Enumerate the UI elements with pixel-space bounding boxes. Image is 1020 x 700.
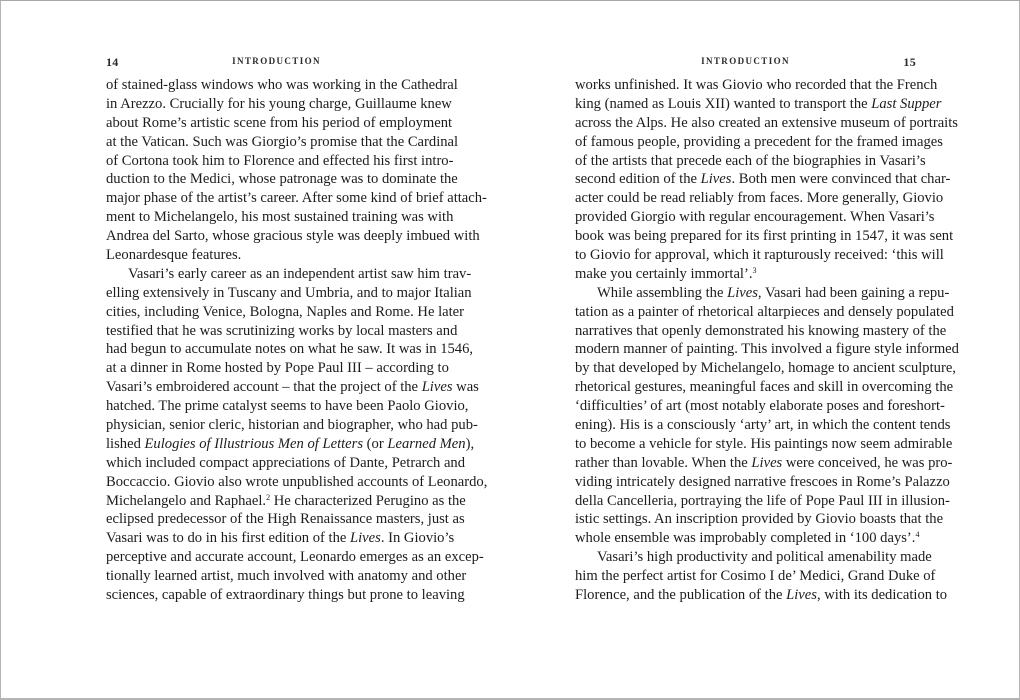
text-segment: Michelangelo and Raphael. [106,492,267,509]
footnote-ref: 2 [266,492,271,502]
text-line [575,416,951,435]
text-line [106,435,475,454]
text-line [575,95,942,114]
text-line [575,303,954,322]
footnote-ref: 3 [752,265,757,275]
text-segment: elling extensively in Tuscany and Umbria, and to major Italian [106,284,472,301]
text-segment: in Arezzo. Crucially for his young charge, Guillaume knew [106,95,452,112]
text-line [106,322,458,341]
body-text [106,76,488,605]
text-line [106,246,447,265]
text-line [106,340,474,359]
text-segment: physician, senior cleric, historian and biographer, who had pub- [106,417,478,434]
text-line [106,416,478,435]
text-line [575,435,953,454]
text-segment: by that developed by Michelangelo, homage to ancient sculpture, [575,360,956,377]
text-line [106,492,466,511]
text-line [106,227,480,246]
text-line [106,152,454,171]
text-line [106,359,447,378]
text-line [575,152,926,171]
text-line [575,473,950,492]
text-segment: across the Alps. He also created an extensive museum of portraits [575,114,958,131]
text-segment: perceptive and accurate account, Leonardo emerges as an excep- [106,549,484,566]
right-page [510,0,1020,699]
italic-title: Learned Men [387,435,466,452]
text-segment: of stained-glass windows who was working in the Cathedral [106,77,458,93]
text-line [106,76,458,95]
italic-title: Lives [786,587,817,604]
text-segment: book was being prepared for its first printing in 1547, it was sent [575,228,954,245]
italic-title: Lives [421,379,453,396]
text-segment: ening). His is a consciously ‘arty’ art, in which the content tends [575,417,951,434]
text-segment: about Rome’s artistic scene from his period of employment [106,114,453,131]
text-segment: (or [363,435,388,452]
text-line [106,454,466,473]
text-line [106,133,459,152]
italic-title: Last Supper [871,95,942,112]
text-segment: tionally learned artist, much involved with anatomy and other [106,568,467,585]
text-segment: works unfinished. It was Giovio who recorded that the French [575,77,938,93]
text-segment: to Giovio for approval, which it rapturously received: ‘this will [575,247,944,264]
text-segment: Andrea del Sarto, whose gracious style was deeply imbued with [106,228,480,245]
text-segment: sciences, capable of extraordinary things but prone to leaving [106,587,465,604]
running-head [106,55,447,71]
text-line [106,208,454,227]
text-segment: acter could be read reliably from faces. More generally, Giovio [575,190,944,207]
text-line [575,246,944,265]
body-text [575,76,959,605]
text-segment: While assembling the [597,284,728,301]
text-line [575,586,948,605]
text-segment: Vasari’s embroidered account – that the project of the [106,379,422,396]
text-line [106,529,455,548]
left-page [0,0,510,699]
text-segment: make you certainly immortal’. [575,265,753,282]
text-segment: Vasari’s early career as an independent artist saw him trav- [128,265,472,282]
text-segment: . In Giovio’s [380,530,455,547]
italic-title: Lives [751,454,783,471]
text-segment: provided Giorgio with regular encouragement. When Vasari’s [575,209,935,226]
text-line [575,227,954,246]
italic-title: Lives [700,171,732,188]
text-segment: testified that he was scrutinizing works by local masters and [106,322,458,339]
text-segment: to become a vehicle for style. His paintings now seem admirable [575,435,953,452]
text-line [575,378,954,397]
text-segment: of famous people, providing a precedent for the framed images [575,133,943,150]
text-segment: viding intricately designed narrative frescoes in Rome’s Palazzo [575,473,950,490]
text-segment: of the artists that precede each of the biographies in Vasari’s [575,152,926,169]
text-line [106,567,467,586]
italic-title: Eulogies of Illustrious Men of Letters [144,435,364,452]
text-line [106,510,465,529]
text-segment: major phase of the artist’s career. After some kind of brief attach- [106,190,487,207]
text-line [575,492,950,511]
text-line [106,265,472,284]
text-segment: whole ensemble was improbably completed in ‘100 days’. [575,530,916,547]
text-segment: him the perfect artist for Cosimo I de’ Medici, Grand Duke of [575,568,936,585]
text-line [106,170,458,189]
text-segment: rhetorical gestures, meaningful faces and skill in overcoming the [575,379,954,396]
text-segment: rather than lovable. When the [575,454,752,471]
text-segment: were conceived, he was pro- [782,454,953,471]
text-segment: Vasari was to do in his first edition of the [106,530,351,547]
text-line [106,378,479,397]
page-number: 15 [903,55,916,69]
italic-title: Lives [727,284,758,301]
text-line [575,133,943,152]
text-line [575,170,951,189]
footnote-ref: 4 [915,530,920,540]
text-segment: eclipsed predecessor of the High Renaissance masters, just as [106,511,465,528]
text-segment: hatched. The prime catalyst seems to have been Paolo Giovio, [106,398,469,415]
text-segment: cities, including Venice, Bologna, Naples and Rome. He later [106,303,464,320]
text-segment: istic settings. An inscription provided by Giovio boasts that the [575,511,944,528]
text-segment: ‘difficulties’ of art (most notably elaborate poses and foreshort- [575,398,945,415]
text-line [575,567,936,586]
text-segment: Boccaccio. Giovio also wrote unpublished accounts of Leonardo, [106,473,488,490]
text-line [106,473,488,492]
text-segment: duction to the Medici, whose patronage was to dominate the [106,171,458,188]
text-line [106,189,487,208]
running-head [575,55,916,71]
text-line [575,189,944,208]
text-segment: ment to Michelangelo, his most sustained training was with [106,209,454,226]
text-segment: tation as a painter of rhetorical altarpieces and densely populated [575,303,954,320]
text-segment: ), [465,435,475,452]
text-segment: della Cancelleria, portraying the life of Pope Paul III in illusion- [575,492,950,509]
text-line [106,303,464,322]
text-segment: at the Vatican. Such was Giorgio’s promise that the Cardinal [106,133,459,150]
running-head-title: INTRODUCTION [701,56,790,66]
text-segment: He characterized Perugino as the [270,492,466,509]
text-line [106,95,452,114]
text-line [575,76,938,95]
text-line [575,284,950,303]
text-line [575,114,958,133]
text-segment: Vasari’s high productivity and political amenability made [597,549,932,566]
text-segment: which included compact appreciations of Dante, Petrarch and [106,454,466,471]
text-line [106,397,469,416]
text-line [575,510,944,529]
text-segment: modern manner of painting. This involved a figure style informed [575,341,959,358]
page-number: 14 [106,55,119,69]
text-segment: lished [106,435,145,452]
text-line [106,114,453,133]
text-segment: had begun to accumulate notes on what he saw. It was in 1546, [106,341,474,358]
text-segment: was [452,379,479,396]
text-line [575,529,920,548]
text-segment: Florence, and the publication of the [575,587,787,604]
text-segment: , Vasari had been gaining a repu- [757,284,950,301]
text-segment: king (named as Louis XII) wanted to transport the [575,95,872,112]
text-line [106,548,484,567]
text-line [575,340,959,359]
text-line [106,284,472,303]
text-line [575,322,947,341]
text-line [575,359,956,378]
text-line [575,397,945,416]
text-segment: . Both men were convinced that char- [731,171,951,188]
text-segment: Leonardesque features. [106,247,242,264]
text-line [575,548,932,567]
text-segment: at a dinner in Rome hosted by Pope Paul III – according to [106,360,449,377]
text-segment: of Cortona took him to Florence and effected his first intro- [106,152,454,169]
text-line [106,586,465,605]
italic-title: Lives [350,530,381,547]
text-segment: second edition of the [575,171,701,188]
text-line [575,208,935,227]
text-line [575,265,916,284]
text-segment: , with its dedication to [816,587,948,604]
text-line [575,454,953,473]
running-head-title: INTRODUCTION [232,56,321,66]
text-segment: narratives that openly demonstrated his knowing mastery of the [575,322,947,339]
